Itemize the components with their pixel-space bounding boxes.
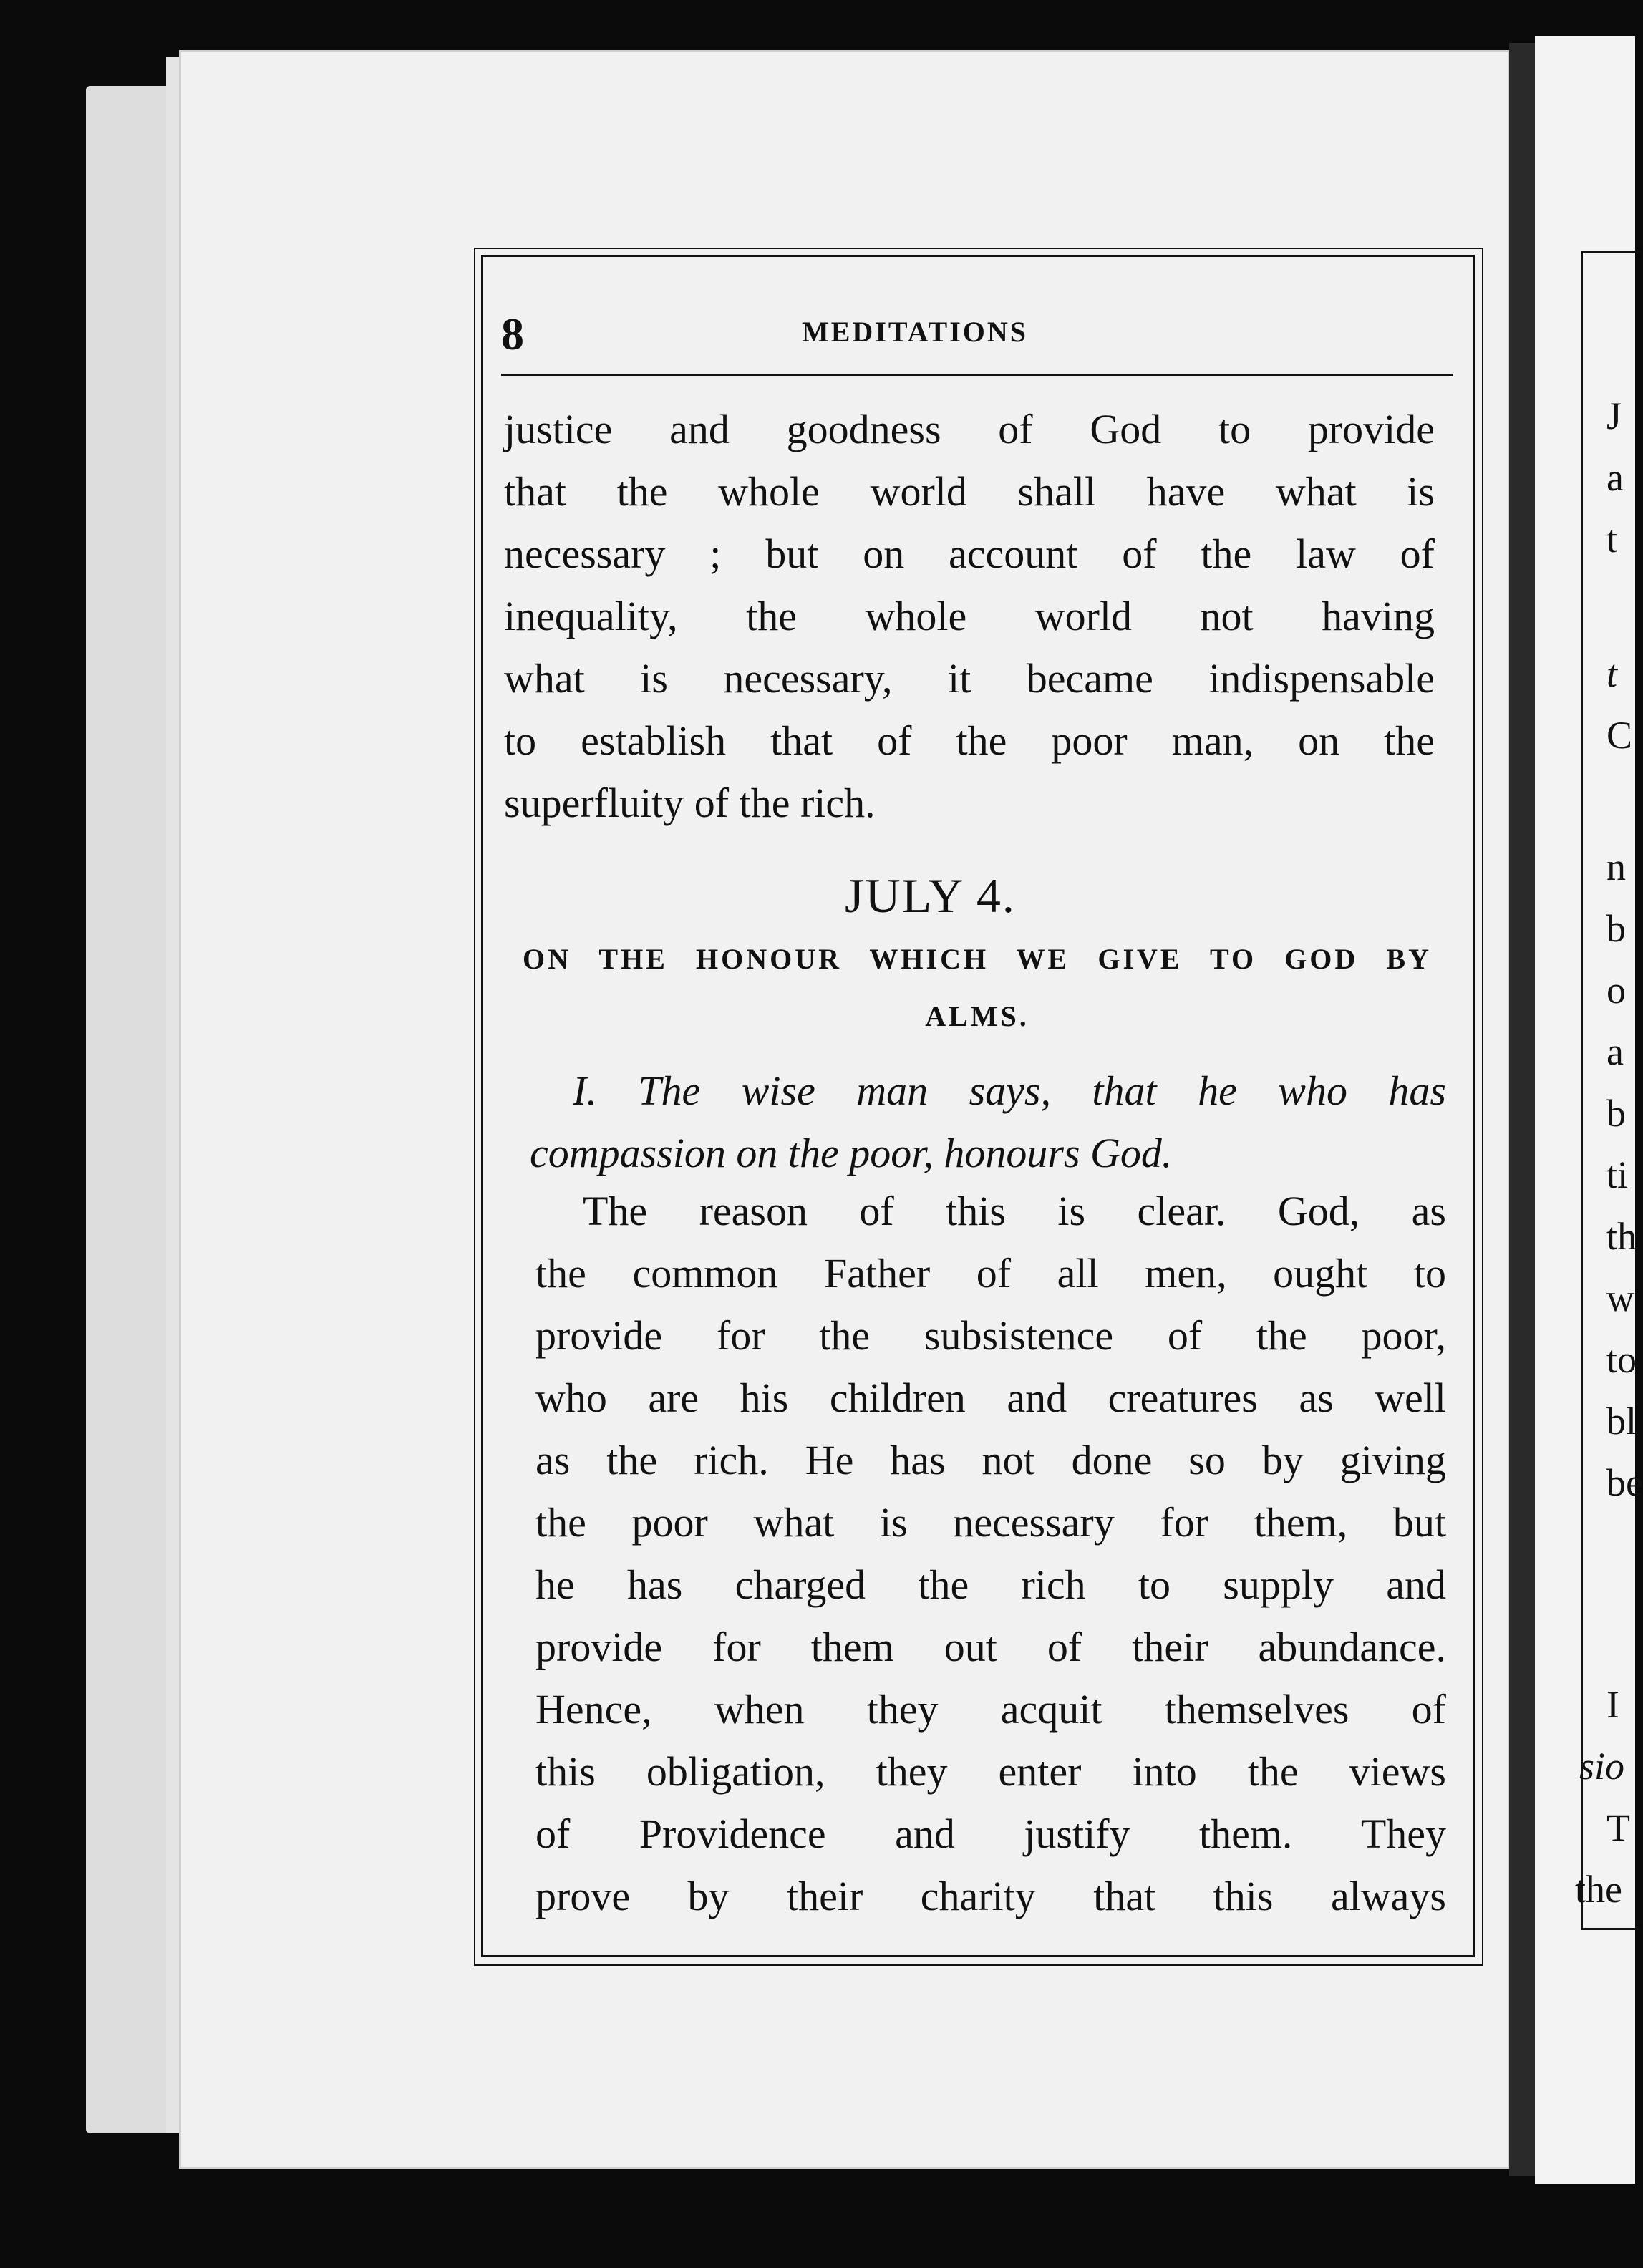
text-line: I. The wise man says, that he who has [573,1067,1446,1114]
facing-fragment: ti [1606,1153,1629,1196]
body-paragraph [535,1180,1446,1927]
running-head: MEDITATIONS [802,316,1029,348]
facing-fragment: w [1606,1276,1634,1319]
text-line: as the rich. He has not done so by giving [535,1437,1446,1483]
text-line: compassion on the poor, honours God. [530,1130,1173,1176]
facing-fragment: C [1606,714,1633,757]
facing-fragment: T [1606,1806,1630,1849]
text-line: provide for the subsistence of the poor, [535,1312,1446,1359]
facing-fragment: the [1575,1868,1622,1911]
text-line: of Providence and justify them. They [535,1811,1446,1857]
facing-fragment: b [1606,907,1626,950]
facing-fragment: sio [1579,1745,1625,1788]
text-line: the poor what is necessary for them, but [535,1499,1446,1546]
facing-fragment: a [1606,456,1624,499]
page-number: 8 [501,309,524,359]
section-date: JULY 4. [845,868,1016,923]
continued-paragraph [504,398,1435,834]
facing-page-border [1581,251,1640,1930]
text-line: what is necessary, it became indispensable [504,655,1435,702]
text-line: provide for them out of their abundance. [535,1624,1446,1670]
facing-fragment: I [1606,1683,1619,1726]
text-line: who are his children and creatures as well [535,1375,1446,1421]
point-one [530,1060,1446,1184]
facing-fragment: to [1606,1338,1637,1381]
text-line: justice and goodness of God to provide [504,406,1435,452]
facing-fragment: b [1606,1092,1626,1135]
text-line: he has charged the rich to supply and [535,1561,1446,1608]
facing-fragment: a [1606,1030,1624,1073]
subtitle-line: ON THE HONOUR WHICH WE GIVE TO GOD BY [523,943,1432,975]
facing-fragment: t [1606,652,1618,695]
header-rule [501,374,1453,376]
subtitle-line: ALMS. [925,1000,1029,1032]
facing-fragment: th [1606,1215,1637,1258]
facing-fragment: n [1606,845,1626,888]
facing-fragment: o [1606,969,1626,1012]
section-subtitle [523,931,1432,1045]
text-line: that the whole world shall have what is [504,468,1435,515]
text-line: Hence, when they acquit themselves of [535,1686,1446,1732]
text-line: inequality, the whole world not having [504,593,1435,639]
facing-fragment: bl [1606,1400,1637,1443]
text-line: superfluity of the rich. [504,780,876,826]
facing-fragment: J [1606,394,1622,437]
book-gutter [1509,43,1535,2176]
text-line: necessary ; but on account of the law of [504,530,1435,577]
text-line: the common Father of all men, ought to [535,1250,1446,1297]
text-line: this obligation, they enter into the views [535,1748,1446,1795]
facing-fragment: be [1606,1461,1643,1504]
text-line: prove by their charity that this always [535,1873,1446,1919]
facing-fragment: t [1606,518,1618,561]
text-line: to establish that of the poor man, on the [504,717,1435,764]
page-header [501,308,1446,358]
text-line: The reason of this is clear. God, as [583,1188,1446,1234]
